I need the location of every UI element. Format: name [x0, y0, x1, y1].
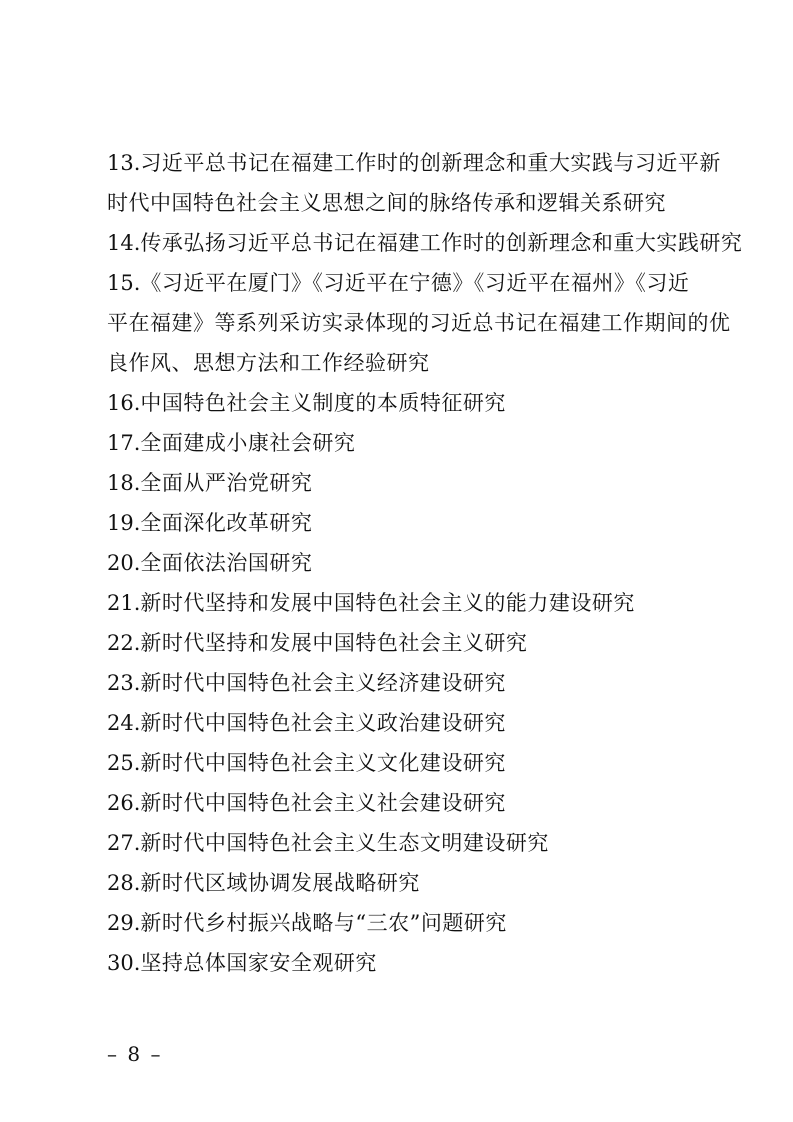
list-item-number: 23.: [107, 671, 141, 695]
list-item-text: [107, 223, 743, 263]
list-item-line: 时代中国特色社会主义思想之间的脉络传承和逻辑关系研究: [107, 191, 666, 215]
list-item-line: 全面依法治国研究: [140, 551, 313, 575]
list-item-text: [107, 823, 707, 863]
list-item-number: 28.: [107, 871, 141, 895]
list-item-line: 新时代坚持和发展中国特色社会主义研究: [140, 631, 528, 655]
list-item-text: [107, 863, 707, 903]
list-item-number: 16.: [107, 391, 141, 415]
list-item-line: 平在福建》等系列采访实录体现的习近总书记在福建工作期间的优: [107, 311, 731, 335]
list-item-line: 新时代坚持和发展中国特色社会主义的能力建设研究: [140, 591, 635, 615]
list-item-number: 13.: [107, 151, 141, 175]
list-item-text: [107, 503, 707, 543]
list-item-line: 传承弘扬习近平总书记在福建工作时的创新理念和重大实践研究: [140, 231, 743, 255]
list-item: [107, 263, 731, 383]
list-item-number: 26.: [107, 791, 141, 815]
list-item-number: 24.: [107, 711, 141, 735]
list-item-line: 新时代区域协调发展战略研究: [140, 871, 420, 895]
list-item-text: [107, 943, 707, 983]
list-item-number: 29.: [107, 911, 141, 935]
list-item-text: [107, 703, 707, 743]
list-item-number: 17.: [107, 431, 141, 455]
list-item-text: [107, 263, 707, 303]
list-item-text: [107, 543, 707, 583]
list-item-number: 21.: [107, 591, 141, 615]
list-item: [107, 383, 707, 423]
list-item: [107, 503, 707, 543]
list-item-text: [107, 623, 707, 663]
list-item: [107, 943, 707, 983]
list-item-number: 27.: [107, 831, 141, 855]
list-item: [107, 743, 707, 783]
list-item-number: 25.: [107, 751, 141, 775]
list-item-text: [107, 423, 707, 463]
list-item-number: 22.: [107, 631, 141, 655]
list-item-line: 全面建成小康社会研究: [140, 431, 356, 455]
list-item-line: 全面从严治党研究: [140, 471, 313, 495]
list-item-line: 新时代中国特色社会主义社会建设研究: [140, 791, 506, 815]
list-item: [107, 823, 707, 863]
list-item-text: [107, 783, 707, 823]
list-item-line: 《习近平在厦门》《习近平在宁德》《习近平在福州》《习近: [140, 271, 690, 295]
list-item: [107, 223, 743, 263]
list-item-text-continued: [107, 303, 731, 343]
list-item-line: 中国特色社会主义制度的本质特征研究: [140, 391, 506, 415]
list-item-text: [107, 583, 707, 623]
list-item: [107, 903, 707, 943]
list-item: [107, 543, 707, 583]
list-item-text: [107, 143, 721, 183]
list-item-line: 坚持总体国家安全观研究: [140, 951, 377, 975]
list-item-text-continued: [107, 183, 707, 223]
list-item-text: [107, 663, 707, 703]
list-item-line: 新时代中国特色社会主义文化建设研究: [140, 751, 506, 775]
list-item: [107, 143, 721, 223]
list-item: [107, 663, 707, 703]
list-item-line: 习近平总书记在福建工作时的创新理念和重大实践与习近平新: [140, 151, 721, 175]
list-item: [107, 783, 707, 823]
list-item: [107, 863, 707, 903]
list-item: [107, 423, 707, 463]
list-item-text: [107, 383, 707, 423]
list-item: [107, 583, 707, 623]
list-item-number: 15.: [107, 271, 141, 295]
list-item: [107, 623, 707, 663]
list-item-number: 18.: [107, 471, 141, 495]
list-item-number: 20.: [107, 551, 141, 575]
list-item-line: 新时代中国特色社会主义经济建设研究: [140, 671, 506, 695]
list-item-number: 30.: [107, 951, 141, 975]
list-item-line: 新时代中国特色社会主义政治建设研究: [140, 711, 506, 735]
list-item-text: [107, 903, 707, 943]
list-item-line: 新时代乡村振兴战略与“三农”问题研究: [140, 911, 507, 935]
list-item-text: [107, 463, 707, 503]
topic-list: [107, 143, 743, 983]
list-item-line: 良作风、思想方法和工作经验研究: [107, 351, 430, 375]
list-item-line: 新时代中国特色社会主义生态文明建设研究: [140, 831, 549, 855]
list-item: [107, 703, 707, 743]
list-item-number: 14.: [107, 231, 141, 255]
list-item-text-continued: [107, 343, 707, 383]
page-number: – 8 –: [107, 1042, 163, 1066]
list-item: [107, 463, 707, 503]
list-item-number: 19.: [107, 511, 141, 535]
list-item-line: 全面深化改革研究: [140, 511, 313, 535]
list-item-text: [107, 743, 707, 783]
